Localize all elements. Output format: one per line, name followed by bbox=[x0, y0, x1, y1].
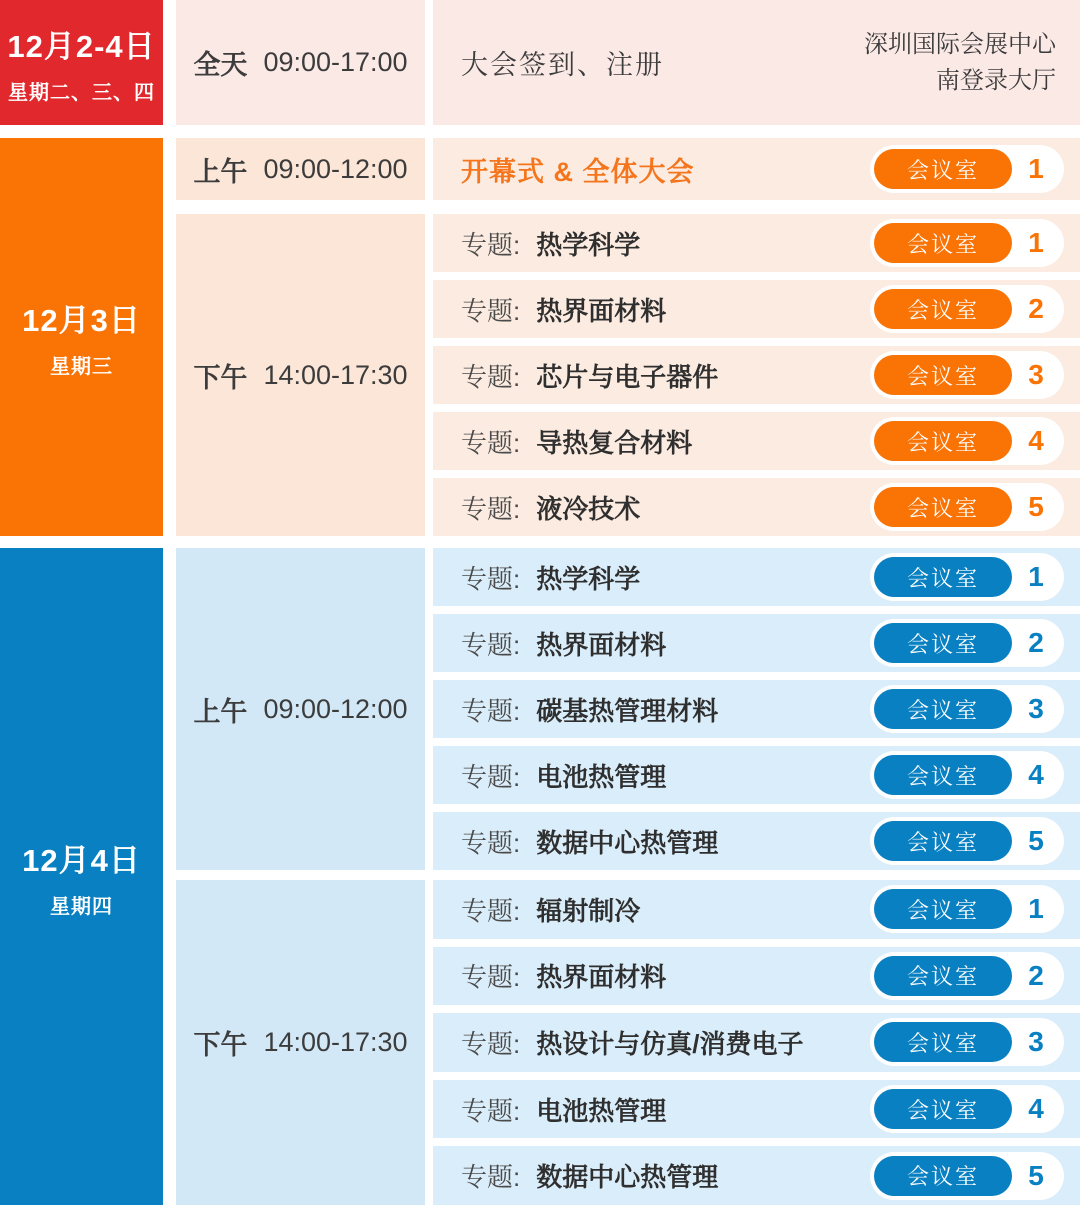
session-row bbox=[433, 346, 1080, 404]
venue-info bbox=[864, 27, 1064, 99]
time-block-morning bbox=[176, 138, 1080, 200]
session-title: 电池热管理 bbox=[536, 1095, 667, 1126]
session-row bbox=[433, 1013, 1080, 1072]
session-title: 电池热管理 bbox=[536, 761, 667, 792]
time-range: 14:00-17:30 bbox=[263, 359, 408, 390]
session-row bbox=[433, 412, 1080, 470]
time-label: 下午 bbox=[193, 362, 248, 393]
session-row bbox=[433, 880, 1080, 939]
topic-prefix: 专题: bbox=[461, 761, 521, 792]
room-badge-number: 4 bbox=[1028, 759, 1044, 790]
topic-prefix: 专题: bbox=[461, 629, 521, 660]
session-title: 辐射制冷 bbox=[536, 895, 641, 926]
room-badge bbox=[870, 417, 1064, 465]
topic-prefix: 专题: bbox=[461, 895, 521, 926]
time-block-allday bbox=[176, 0, 1080, 125]
topic-prefix: 专题: bbox=[461, 1095, 521, 1126]
date-weekday: 星期三 bbox=[50, 356, 113, 378]
room-badge-number: 4 bbox=[1028, 1093, 1044, 1125]
date-title: 12月4日 bbox=[22, 842, 141, 878]
room-badge bbox=[870, 145, 1064, 193]
room-badge-number: 3 bbox=[1028, 693, 1044, 724]
topic-prefix: 专题: bbox=[461, 563, 521, 594]
session-title: 热界面材料 bbox=[536, 962, 667, 993]
time-block-morning bbox=[176, 548, 1080, 870]
day-section-dec4 bbox=[0, 548, 1080, 1205]
room-badge-number: 4 bbox=[1028, 425, 1044, 456]
session-title: 芯片与电子器件 bbox=[536, 361, 719, 392]
room-badge bbox=[870, 1152, 1064, 1200]
session-row bbox=[433, 812, 1080, 870]
session-title: 大会签到、注册 bbox=[461, 50, 664, 80]
date-weekday: 星期四 bbox=[50, 895, 113, 918]
session-row bbox=[433, 0, 1080, 125]
room-badge bbox=[870, 285, 1064, 333]
time-cell bbox=[176, 214, 425, 536]
room-badge-number: 2 bbox=[1028, 627, 1044, 658]
session-title: 碳基热管理材料 bbox=[536, 695, 719, 726]
date-cell-dec3 bbox=[0, 138, 163, 536]
session-title: 导热复合材料 bbox=[536, 427, 693, 458]
room-badge-label: 会议室 bbox=[874, 355, 1012, 395]
room-badge-label: 会议室 bbox=[874, 1156, 1012, 1196]
venue-line-1: 深圳国际会展中心 bbox=[864, 30, 1056, 58]
date-weekday: 星期二、三、四 bbox=[8, 81, 155, 104]
room-badge-number: 2 bbox=[1028, 293, 1044, 324]
topic-prefix: 专题: bbox=[461, 493, 521, 524]
time-cell bbox=[176, 548, 425, 870]
time-label: 全天 bbox=[193, 50, 248, 80]
time-label: 下午 bbox=[193, 1030, 248, 1060]
room-badge-label: 会议室 bbox=[874, 821, 1012, 861]
time-cell bbox=[176, 880, 425, 1205]
day-section-dec2-4 bbox=[0, 0, 1080, 125]
date-title: 12月2-4日 bbox=[7, 28, 156, 64]
session-row bbox=[433, 746, 1080, 804]
room-badge-label: 会议室 bbox=[874, 623, 1012, 663]
room-badge bbox=[870, 685, 1064, 733]
session-title: 热界面材料 bbox=[536, 629, 667, 660]
room-badge-number: 5 bbox=[1028, 491, 1044, 522]
room-badge bbox=[870, 483, 1064, 531]
room-badge bbox=[870, 1018, 1064, 1066]
room-badge-number: 5 bbox=[1028, 1159, 1044, 1191]
room-badge-label: 会议室 bbox=[874, 1089, 1012, 1129]
session-title: 数据中心热管理 bbox=[536, 827, 719, 858]
room-badge bbox=[870, 553, 1064, 601]
session-title: 液冷技术 bbox=[536, 493, 641, 524]
topic-prefix: 专题: bbox=[461, 827, 521, 858]
room-badge-label: 会议室 bbox=[874, 889, 1012, 929]
session-title: 开幕式 & 全体大会 bbox=[461, 156, 695, 187]
room-badge bbox=[870, 952, 1064, 1000]
topic-prefix: 专题: bbox=[461, 361, 521, 392]
room-badge-label: 会议室 bbox=[874, 1022, 1012, 1062]
room-badge-number: 2 bbox=[1028, 959, 1044, 991]
room-badge-number: 3 bbox=[1028, 1026, 1044, 1058]
time-label: 上午 bbox=[193, 156, 248, 187]
topic-prefix: 专题: bbox=[461, 229, 521, 260]
room-badge-number: 1 bbox=[1028, 893, 1044, 925]
room-badge-label: 会议室 bbox=[874, 289, 1012, 329]
room-badge-number: 1 bbox=[1028, 153, 1044, 184]
time-range: 09:00-17:00 bbox=[263, 47, 408, 77]
room-badge-number: 5 bbox=[1028, 825, 1044, 856]
room-badge bbox=[870, 351, 1064, 399]
session-title: 热设计与仿真/消费电子 bbox=[536, 1028, 804, 1059]
room-badge-label: 会议室 bbox=[874, 487, 1012, 527]
topic-prefix: 专题: bbox=[461, 427, 521, 458]
topic-prefix: 专题: bbox=[461, 1162, 521, 1193]
session-row bbox=[433, 614, 1080, 672]
date-cell-dec4 bbox=[0, 548, 163, 1205]
room-badge bbox=[870, 219, 1064, 267]
time-block-afternoon bbox=[176, 880, 1080, 1205]
topic-prefix: 专题: bbox=[461, 295, 521, 326]
room-badge bbox=[870, 751, 1064, 799]
session-title: 热学科学 bbox=[536, 563, 641, 594]
room-badge-number: 1 bbox=[1028, 561, 1044, 592]
session-row bbox=[433, 1146, 1080, 1205]
time-range: 09:00-12:00 bbox=[263, 153, 408, 184]
date-title: 12月3日 bbox=[22, 303, 141, 338]
session-row bbox=[433, 138, 1080, 200]
topic-prefix: 专题: bbox=[461, 962, 521, 993]
session-row bbox=[433, 947, 1080, 1006]
venue-line-2: 南登录大厅 bbox=[936, 66, 1056, 94]
room-badge-label: 会议室 bbox=[874, 956, 1012, 996]
time-cell bbox=[176, 0, 425, 125]
time-block-afternoon bbox=[176, 214, 1080, 536]
room-badge-number: 1 bbox=[1028, 227, 1044, 258]
session-title: 热界面材料 bbox=[536, 295, 667, 326]
room-badge-label: 会议室 bbox=[874, 223, 1012, 263]
topic-prefix: 专题: bbox=[461, 1028, 521, 1059]
session-row bbox=[433, 478, 1080, 536]
room-badge-label: 会议室 bbox=[874, 689, 1012, 729]
time-range: 09:00-12:00 bbox=[263, 693, 408, 724]
session-row bbox=[433, 680, 1080, 738]
room-badge-label: 会议室 bbox=[874, 557, 1012, 597]
time-label: 上午 bbox=[193, 696, 248, 727]
session-row bbox=[433, 1080, 1080, 1139]
room-badge bbox=[870, 885, 1064, 933]
date-cell-dec2-4 bbox=[0, 0, 163, 125]
session-row bbox=[433, 214, 1080, 272]
session-row bbox=[433, 548, 1080, 606]
room-badge-label: 会议室 bbox=[874, 149, 1012, 189]
session-title: 热学科学 bbox=[536, 229, 641, 260]
day-section-dec3 bbox=[0, 138, 1080, 536]
topic-prefix: 专题: bbox=[461, 695, 521, 726]
room-badge bbox=[870, 817, 1064, 865]
room-badge bbox=[870, 1085, 1064, 1133]
time-range: 14:00-17:30 bbox=[263, 1027, 408, 1057]
room-badge-label: 会议室 bbox=[874, 421, 1012, 461]
room-badge-number: 3 bbox=[1028, 359, 1044, 390]
session-row bbox=[433, 280, 1080, 338]
session-title: 数据中心热管理 bbox=[536, 1162, 719, 1193]
room-badge bbox=[870, 619, 1064, 667]
time-cell bbox=[176, 138, 425, 200]
room-badge-label: 会议室 bbox=[874, 755, 1012, 795]
